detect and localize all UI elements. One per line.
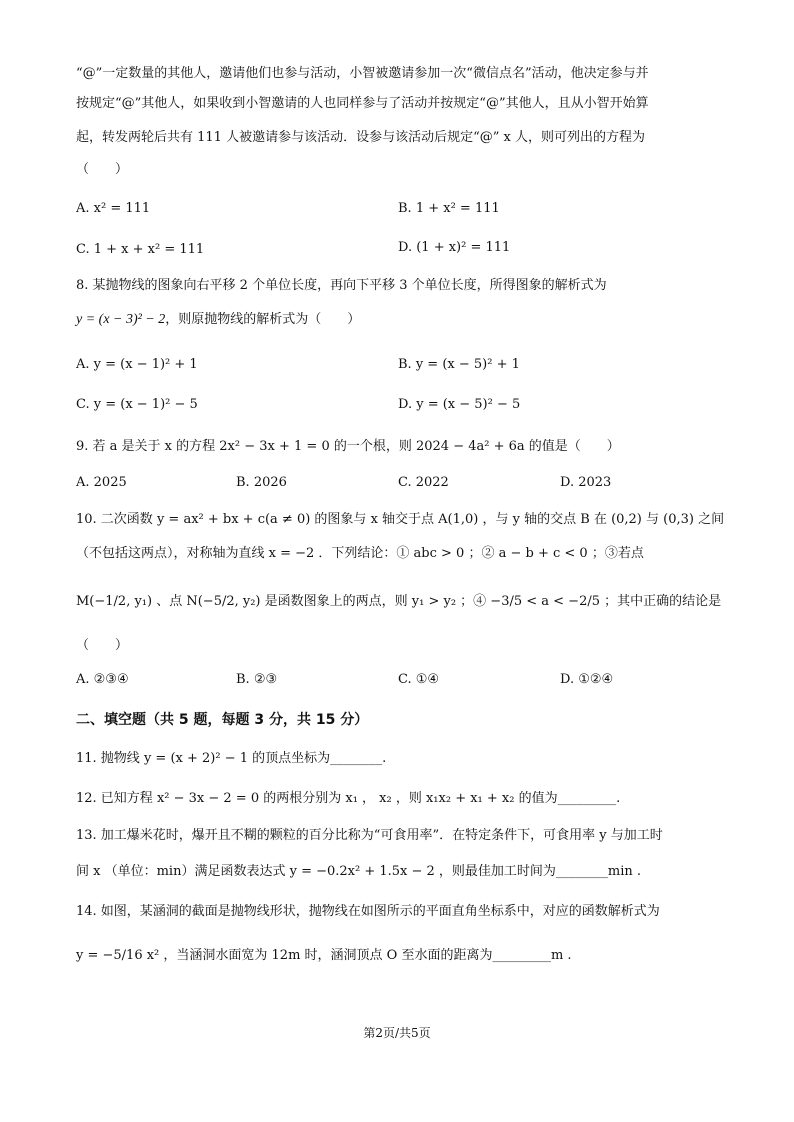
q10-line1: 10. 二次函数 y = ax² + bx + c(a ≠ 0) 的图象与 x 轴交于点 A(1,0) ，与 y 轴的交点 B 在 (0,2) 与 (0,3) 之间 [76, 512, 725, 527]
q7-line1: “@”一定数量的其他人，邀请他们也参与活动，小智被邀请参加一次“微信点名”活动，他决定参与并 [76, 66, 649, 81]
q8-equation: y = (x − 3)² − 2 [76, 312, 166, 327]
q14-line2: y = −5/16 x² ，当涵洞水面宽为 12m 时，涵洞顶点 O 至水面的距离为_________m . [76, 948, 572, 963]
q7-paren: （ ） [76, 162, 129, 177]
q13-line1: 13. 加工爆米花时，爆开且不糊的颗粒的百分比称为“可食用率”．在特定条件下，可食用率 y 与加工时 [76, 828, 663, 843]
q11-stem: 11. 抛物线 y = (x + 2)² − 1 的顶点坐标为________. [76, 751, 387, 766]
q12-stem: 12. 已知方程 x² − 3x − 2 = 0 的两根分别为 x₁ ， x₂ ，则 x₁x₂ + x₁ + x₂ 的值为_________. [76, 791, 621, 806]
q10-option-d: D. ①②④ [560, 672, 614, 687]
q9-option-c: C. 2022 [398, 475, 449, 490]
q8-line2-text: ，则原抛物线的解析式为（ ） [165, 312, 361, 327]
q7-option-c: C. 1 + x + x² = 111 [76, 242, 205, 257]
q10-option-b: B. ②③ [236, 672, 278, 687]
q7-line2: 按规定“@”其他人，如果收到小智邀请的人也同样参与了活动并按规定“@”其他人，且从小智开始算 [76, 96, 649, 111]
q9-option-a: A. 2025 [76, 475, 127, 490]
q10-paren: （ ） [76, 638, 129, 653]
q10-option-c: C. ①④ [398, 672, 440, 687]
q13-line2: 间 x （单位：min）满足函数表达式 y = −0.2x² + 1.5x − 2 ，则最佳加工时间为________min . [76, 864, 642, 879]
q10-option-a: A. ②③④ [76, 672, 129, 687]
q9-option-d: D. 2023 [560, 475, 612, 490]
page-number-footer: 第2页/共5页 [363, 1026, 431, 1040]
q8-option-d: D. y = (x − 5)² − 5 [398, 397, 521, 412]
q10-line2: （不包括这两点），对称轴为直线 x = −2 ．下列结论：① abc > 0 ；② a − b + c < 0 ；③若点 [76, 546, 644, 561]
q7-line3 [76, 128, 645, 148]
q9-stem: 9. 若 a 是关于 x 的方程 2x² − 3x + 1 = 0 的一个根，则 2024 − 4a² + 6a 的值是（ ） [76, 439, 620, 454]
section-heading-fill-in: 二、填空题（共 5 题，每题 3 分，共 15 分） [76, 712, 369, 728]
q9-option-b: B. 2026 [236, 475, 287, 490]
q7-option-a: A. x² = 111 [76, 201, 151, 216]
q8-line1: 8. 某抛物线的图象向右平移 2 个单位长度，再向下平移 3 个单位长度，所得图象的解析式为 [76, 278, 607, 293]
q8-option-a: A. y = (x − 1)² + 1 [76, 357, 198, 372]
q8-line2 [76, 310, 360, 330]
q7-option-d: D. (1 + x)² = 111 [398, 240, 511, 255]
q8-option-c: C. y = (x − 1)² − 5 [76, 397, 198, 412]
q14-line1: 14. 如图，某涵洞的截面是抛物线形状，抛物线在如图所示的平面直角坐标系中，对应的函数解析式为 [76, 904, 660, 919]
q7-line3-text: 起，转发两轮后共有 111 人被邀请参与该活动．设参与该活动后规定“@” x 人，则可列出的方程为 [76, 130, 645, 145]
q10-line3: M(−1/2, y₁) 、点 N(−5/2, y₂) 是函数图象上的两点，则 y₁ > y₂ ；④ −3/5 < a < −2/5 ；其中正确的结论是 [76, 594, 722, 609]
q8-option-b: B. y = (x − 5)² + 1 [398, 357, 520, 372]
q7-option-b: B. 1 + x² = 111 [398, 201, 500, 216]
